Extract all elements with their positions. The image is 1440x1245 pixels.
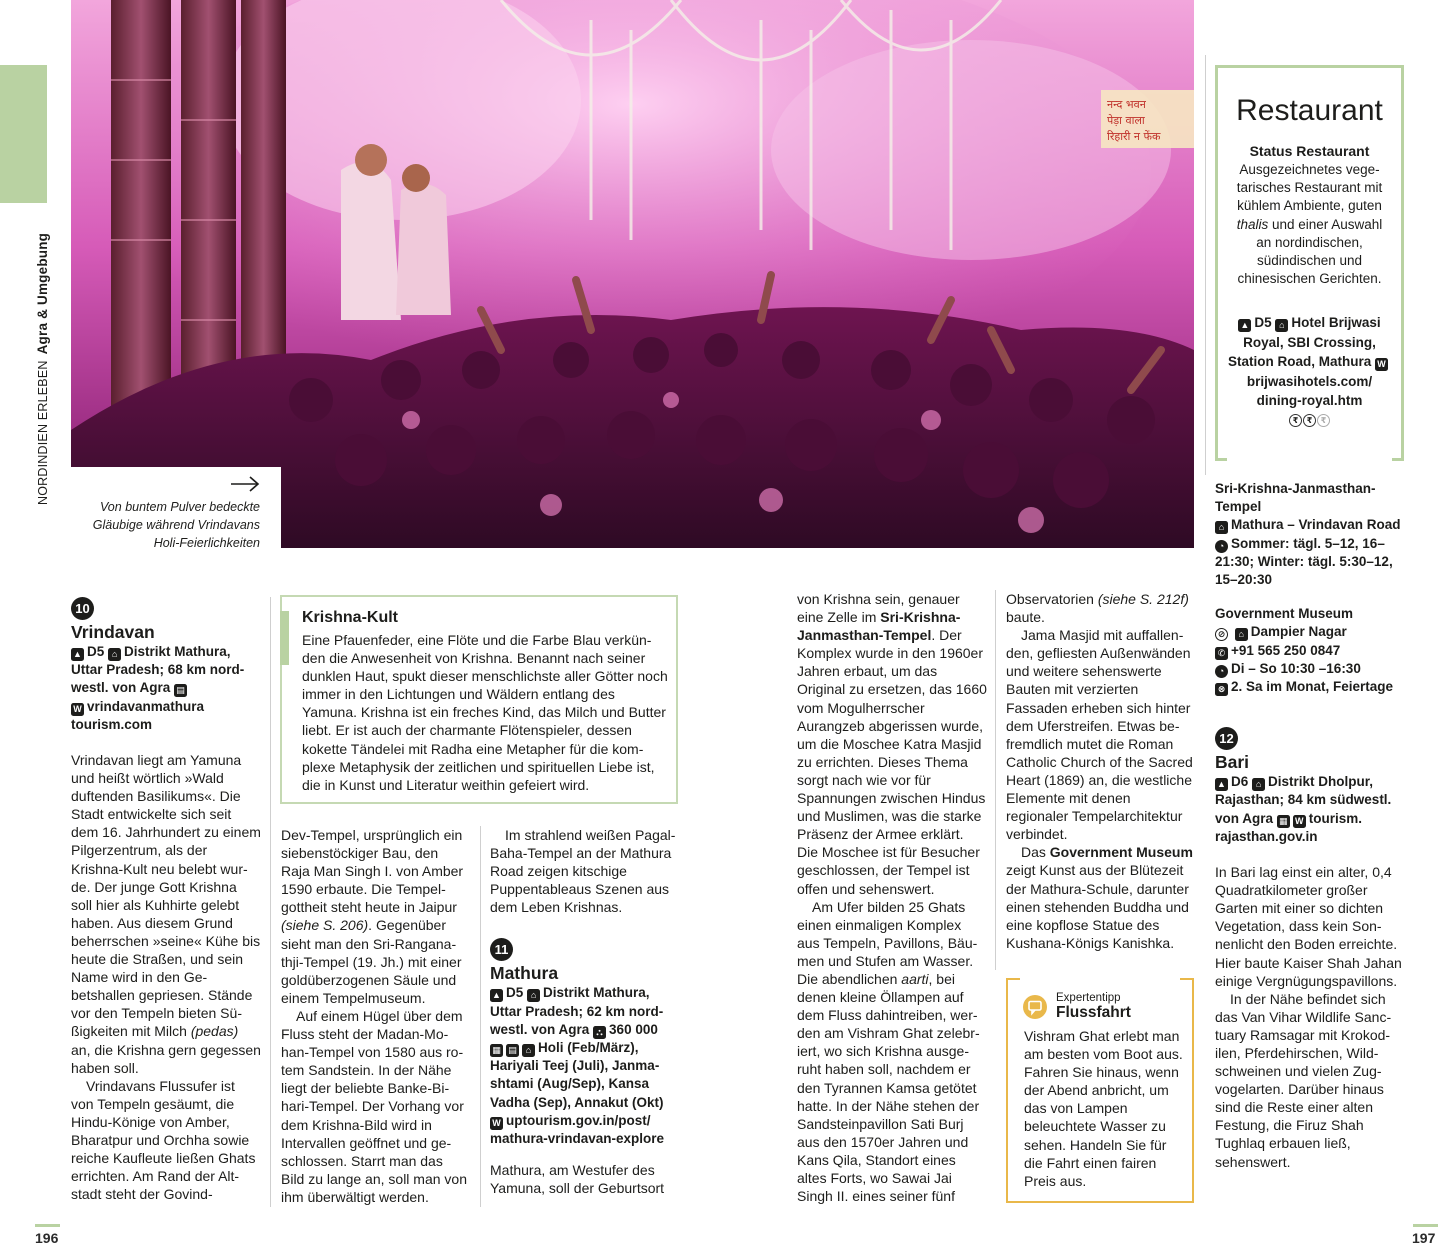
paragraph: Jama Masjid mit auffallenden, gefliesten Außenwänden und weitere sehenswerte Bauten mit verzierten Fassaden erheben sich hinter dem Uferstreifen. Etwas befremdlich mutet die Roman Catholic Church of the Sacred Heart (1869) an, die westliche Elemente mit denen regionaler Tempelarchitektur verbindet. [1006,627,1193,843]
sight-number-badge: 12 [1215,727,1238,750]
photo-caption: Von buntem Pulver bedeckte Gläubige während Vrindavans Holi-Feierlichkeiten [92,500,260,550]
text: Vrindavan liegt am Yamuna und heißt wörtlich »Wald duftenden Basilikums«. Die Stadt entwickelte sich seit dem 16. Jahrhundert zu einem Pilgerzentrum, als der Krishna-Kult neu belebt wurde. Der junge Gott Krishna soll hier als Kuhhirte gelebt haben. Aus diesem Grund beherrschen »seine« Kühe bis heute die Straßen, und sein Name wird in den Gebetshallen gepriesen. Stände vor den Tempeln bieten Süßigkeiten mit Milch [71,752,261,1040]
paragraph [281,826,469,1007]
bold-text: Sri-Krishna-Janmasthan-Tempel [797,609,961,644]
sight-title: Bari [1215,752,1250,773]
web-icon: W [71,703,84,716]
bold-text: Government Museum [1049,844,1193,861]
grid-ref: D6 [1231,774,1249,790]
text: zeigt Kunst aus der Blütezeit der Mathura-Schule, darunter einen stehenden Buddha und eine kopflose Statue des Kushana-Königs Kanishka. [1006,862,1189,951]
web-link[interactable]: vrindavanmathura tourism.com [71,698,205,732]
italic-text: (siehe S. 212f) [1097,591,1189,607]
rupee-icon: ₹ [1289,414,1302,427]
restaurant-info [1225,313,1394,411]
page-number-right: 197 [1412,1230,1436,1245]
paragraph [71,751,261,1077]
text: . Der Komplex wurde in den 1960er Jahren erbaut, um das Original zu ersetzen, das 1660 vom Mogulherrscher Aurangzeb abgerissen wurde, um die Moschee Katra Masjid zu errichten. Dieses Thema sorgt nach wie vor für Spannungen zwischen Hindus und Muslimen, was die starke Präsenz der Armee erklärt. Die Moschee ist für Besucher geschlossen, der Tempel ist offen und sehenswert. [797,627,987,897]
text: Am Ufer bilden 25 Ghats einen einmaligen Komplex aus Tempeln, Pavillons, Bäumen und Stufen am Wasser. Die abendlichen [797,898,978,987]
paragraph [1006,843,1196,952]
sight-title: Vrindavan [71,622,155,642]
map-grid-icon: ▲ [1238,319,1251,332]
holi-photo [71,0,1194,548]
restaurant-name: Status Restaurant [1249,143,1370,159]
page-number-bar [1413,1224,1438,1227]
sight-info [1215,773,1407,846]
web-icon: W [490,1117,503,1130]
box-text: Eine Pfauenfeder, eine Flöte und die Farbe Blau verkünden die Anwesenheit von Krishna. Benannt nach seiner dunklen Haut, spukt dieser menschlichste aller Götter noch immer in den Lichtungen und Wäldern entlang des Yamuna. Krishna ist ein freches Kind, das Milch und Butter liebt. Er ist auch der charmante Flötenspieler, dessen kokette Tändelei mit Radha eine Metapher für die komplexe Metaphysik der zeitlichen und spirituellen Liebe ist, die in Kunst und Literatur weithin gefeiert wird. [302,632,668,793]
population-icon: ⛬ [593,1026,606,1039]
web-link[interactable]: tourism. rajasthan.gov.in [1215,810,1363,844]
address: Distrikt Mathura, Uttar Pradesh; 68 km nordwestl. von Agra [71,644,245,696]
web-icon: W [1293,815,1306,828]
column-5 [1006,590,1196,952]
map-grid-icon: ▲ [1215,778,1228,791]
text: baute. [1006,609,1045,626]
paragraph [1006,590,1196,626]
column-rule [995,590,996,970]
paragraph: Im strahlend weißen Pagal-Baha-Tempel an der Mathura Road zeigen kitschige Puppentableaus Szenen aus dem Leben Krishnas. [490,827,676,916]
accent-bar [280,611,289,665]
opening-hours: Sommer: tägl. 5–12, 16–21:30; Winter: tägl. 5:30–12, 15–20:30 [1215,535,1393,588]
tip-text: Vishram Ghat erlebt man am besten vom Boot aus. Fahren Sie hinaus, wenn der Abend anbricht, um das von Lampen beleuchtete Wasser zu sehen. Handeln Sie für die Fahrt einen fairen Preis aus. [1024,1028,1183,1189]
bus-icon: ▤ [174,684,187,697]
rupee-icon: ₹ [1303,414,1316,427]
page-number-left: 196 [35,1230,59,1245]
page-number-bar [35,1224,60,1227]
column-rule [270,597,271,1207]
sight-info [71,643,261,734]
web-icon: W [1375,358,1388,371]
web-link[interactable]: uptourism.gov.in/post/ mathura-vrindavan-explore [490,1112,665,1147]
restaurant-description-text-2: und einer Auswahl an nordindischen, südindischen und chinesischen Gerichten. [1237,216,1383,287]
opening-hours: Di – So 10:30 –16:30 [1231,660,1361,676]
chapter-tab [0,65,47,203]
janmasthan-info [1215,480,1407,589]
text: , bei denen kleine Öllampen auf dem Fluss dahintreiben, werden am Vishram Ghat zelebriert, wo sich Krishna ausgeruht haben soll, nachdem er den Tyrannen Kamsa getötet hatte. In der Nähe stehen der Sandsteinpavillon Sati Burj aus den 1570er Jahren und Kans Qila, Standort eines altes Forts, wo Sawai Jai Singh II. eines seiner fünf [797,970,980,1205]
text: Das [1021,844,1050,861]
paragraph [797,590,987,898]
address: Mathura – Vrindavan Road [1231,517,1401,533]
grid-ref: D5 [506,985,524,1001]
box-title: Krishna-Kult [302,609,398,626]
text: von Krishna sein, genauer eine Zelle im [797,591,960,626]
restaurant-description-text: Ausgezeichnetes vegetarisches Restaurant mit kühlem Ambiente, guten [1236,162,1383,214]
restaurant-heading: Restaurant [1236,94,1383,127]
text: . Gegenüber sieht man den Sri-Ranganathji-Tempel (19. Jh.) mit einer goldüberzogenen Säule und einem Tempelmuseum. [281,917,462,1006]
sight-number-badge: 10 [71,597,94,620]
address-icon: ⌂ [1215,521,1228,534]
text: Dev-Tempel, ursprünglich ein siebenstöckiger Bau, den Raja Man Singh I. von Amber 1590 erbaute. Die Tempelgottheit steht heute in Jaipur [281,827,464,916]
sight-number-badge: 11 [490,938,513,961]
address-icon: ⌂ [527,989,540,1002]
text: Observatorien [1006,591,1098,607]
grid-ref: D5 [87,644,105,659]
section-label: NORDINDIEN ERLEBEN [36,360,50,505]
festivals: Holi (Feb/März), Hariyali Teej (Juli), Janmashtami (Aug/Sep), Kansa Vadha (Sep), Annakut (Okt) [490,1040,664,1110]
restaurant-grid-ref: D5 [1254,315,1272,330]
sight-title: Mathura [490,963,559,984]
chapter-label: Agra & Umgebung [35,232,50,355]
tip-title: Flussfahrt [1056,1004,1131,1021]
phone[interactable]: +91 565 250 0847 [1231,642,1341,658]
bus-icon: ▤ [506,1044,519,1057]
population: 360 000 [609,1021,658,1037]
address: Dampier Nagar [1250,624,1347,640]
address-icon: ⌂ [1275,319,1288,332]
map-grid-icon: ▲ [71,648,84,661]
arrow-right-icon [230,474,260,494]
column-rule [1205,55,1206,475]
paragraph: In Bari lag einst ein alter, 0,4 Quadratkilometer großer Garten mit einer so dichten Vegetation, dass kein Sonnenlicht den Boden erreichte. Hier baute Kaiser Shah Jahan einige Vergnügungspavillons. [1215,864,1402,989]
column-6 [1215,480,1407,1171]
paragraph: Mathura, am Westufer des Yamuna, soll der Geburtsort [490,1162,665,1197]
rupee-icon: ₹ [1317,414,1330,427]
address-icon: ⌂ [108,648,121,661]
tip-kicker: Expertentipp [1056,992,1121,1004]
expert-tip-border [1006,1201,1194,1203]
address-icon: ⌂ [1252,778,1265,791]
restaurant-description [1230,161,1389,288]
paragraph [797,898,987,1206]
column-4 [797,590,987,1205]
paragraph: Auf einem Hügel über dem Fluss steht der Madan-Mohan-Tempel von 1580 aus rotem Sandstein. In der Nähe liegt der beliebte Banke-Bihari-Tempel. Der Vorhang vor dem Krishna-Bild wird in Intervallen geöffnet und geschlossen. Starrt man das Bild zu lange an, soll man von ihm überwältigt werden. [281,1007,467,1205]
column-3 [490,826,680,1197]
italic-text: (siehe S. 206) [281,917,369,934]
price-rating [1215,409,1404,427]
festival-icon: ⌂ [522,1044,535,1057]
column-vrindavan [71,597,261,1203]
speech-bubble-icon [1023,995,1047,1019]
ticket-icon: ⊘ [1215,628,1228,641]
closed-icon: ⊗ [1215,683,1228,696]
train-icon: ▦ [490,1044,503,1057]
italic-text: aarti [901,970,929,987]
address: Distrikt Mathura, Uttar Pradesh; 62 km nordwestl. von Agra [490,985,664,1037]
closing-days: 2. Sa im Monat, Feiertage [1231,679,1394,695]
museum-info [1215,605,1407,696]
restaurant-web-link[interactable]: brijwasihotels.com/ dining-royal.htm [1246,373,1373,408]
column-2 [281,826,469,1206]
sight-subtitle: Sri-Krishna-Janmasthan-Tempel [1215,481,1376,515]
paragraph: Vrindavans Flussufer ist von Tempeln gesäumt, die Hindu-Könige von Amber, Bharatpur und Orchha sowie reiche Kaufleute ließen Ghats errichten. Am Rand der Altstadt steht der Govind- [71,1077,256,1203]
italic-text: (pedas) [190,1023,239,1040]
column-rule [480,826,481,1207]
restaurant-description-italic: thalis [1236,216,1269,232]
text: an, die Krishna gern gegessen haben soll. [71,1041,261,1076]
sight-info [490,984,680,1148]
address-icon: ⌂ [1235,628,1248,641]
map-grid-icon: ▲ [490,989,503,1002]
address: Distrikt Dholpur, Rajasthan; 84 km südwestl. von Agra [1215,774,1392,826]
train-icon: ▦ [1277,815,1290,828]
sight-subtitle: Government Museum [1215,606,1354,622]
running-head [34,233,52,505]
clock-icon: ◔ [1215,665,1228,678]
restaurant-address: Hotel Brijwasi Royal, SBI Crossing, Station Road, Mathura [1227,315,1381,369]
phone-icon: ✆ [1215,647,1228,660]
signboard-text: नन्द भवन पेड़ा वाला रिहारी न फेंक [1107,98,1161,143]
paragraph: In der Nähe befindet sich das Van Vihar Wildlife Sanctuary Ramsagar mit Krokodilen, Pferdehirschen, Wildschweinen und vielen Zugvogelarten. Darüber hinaus sind die Reste einer alten Festung, die Firuz Shah Tughlaq erbauen ließ, sehenswert. [1215,990,1392,1170]
clock-icon: ◔ [1215,540,1228,553]
